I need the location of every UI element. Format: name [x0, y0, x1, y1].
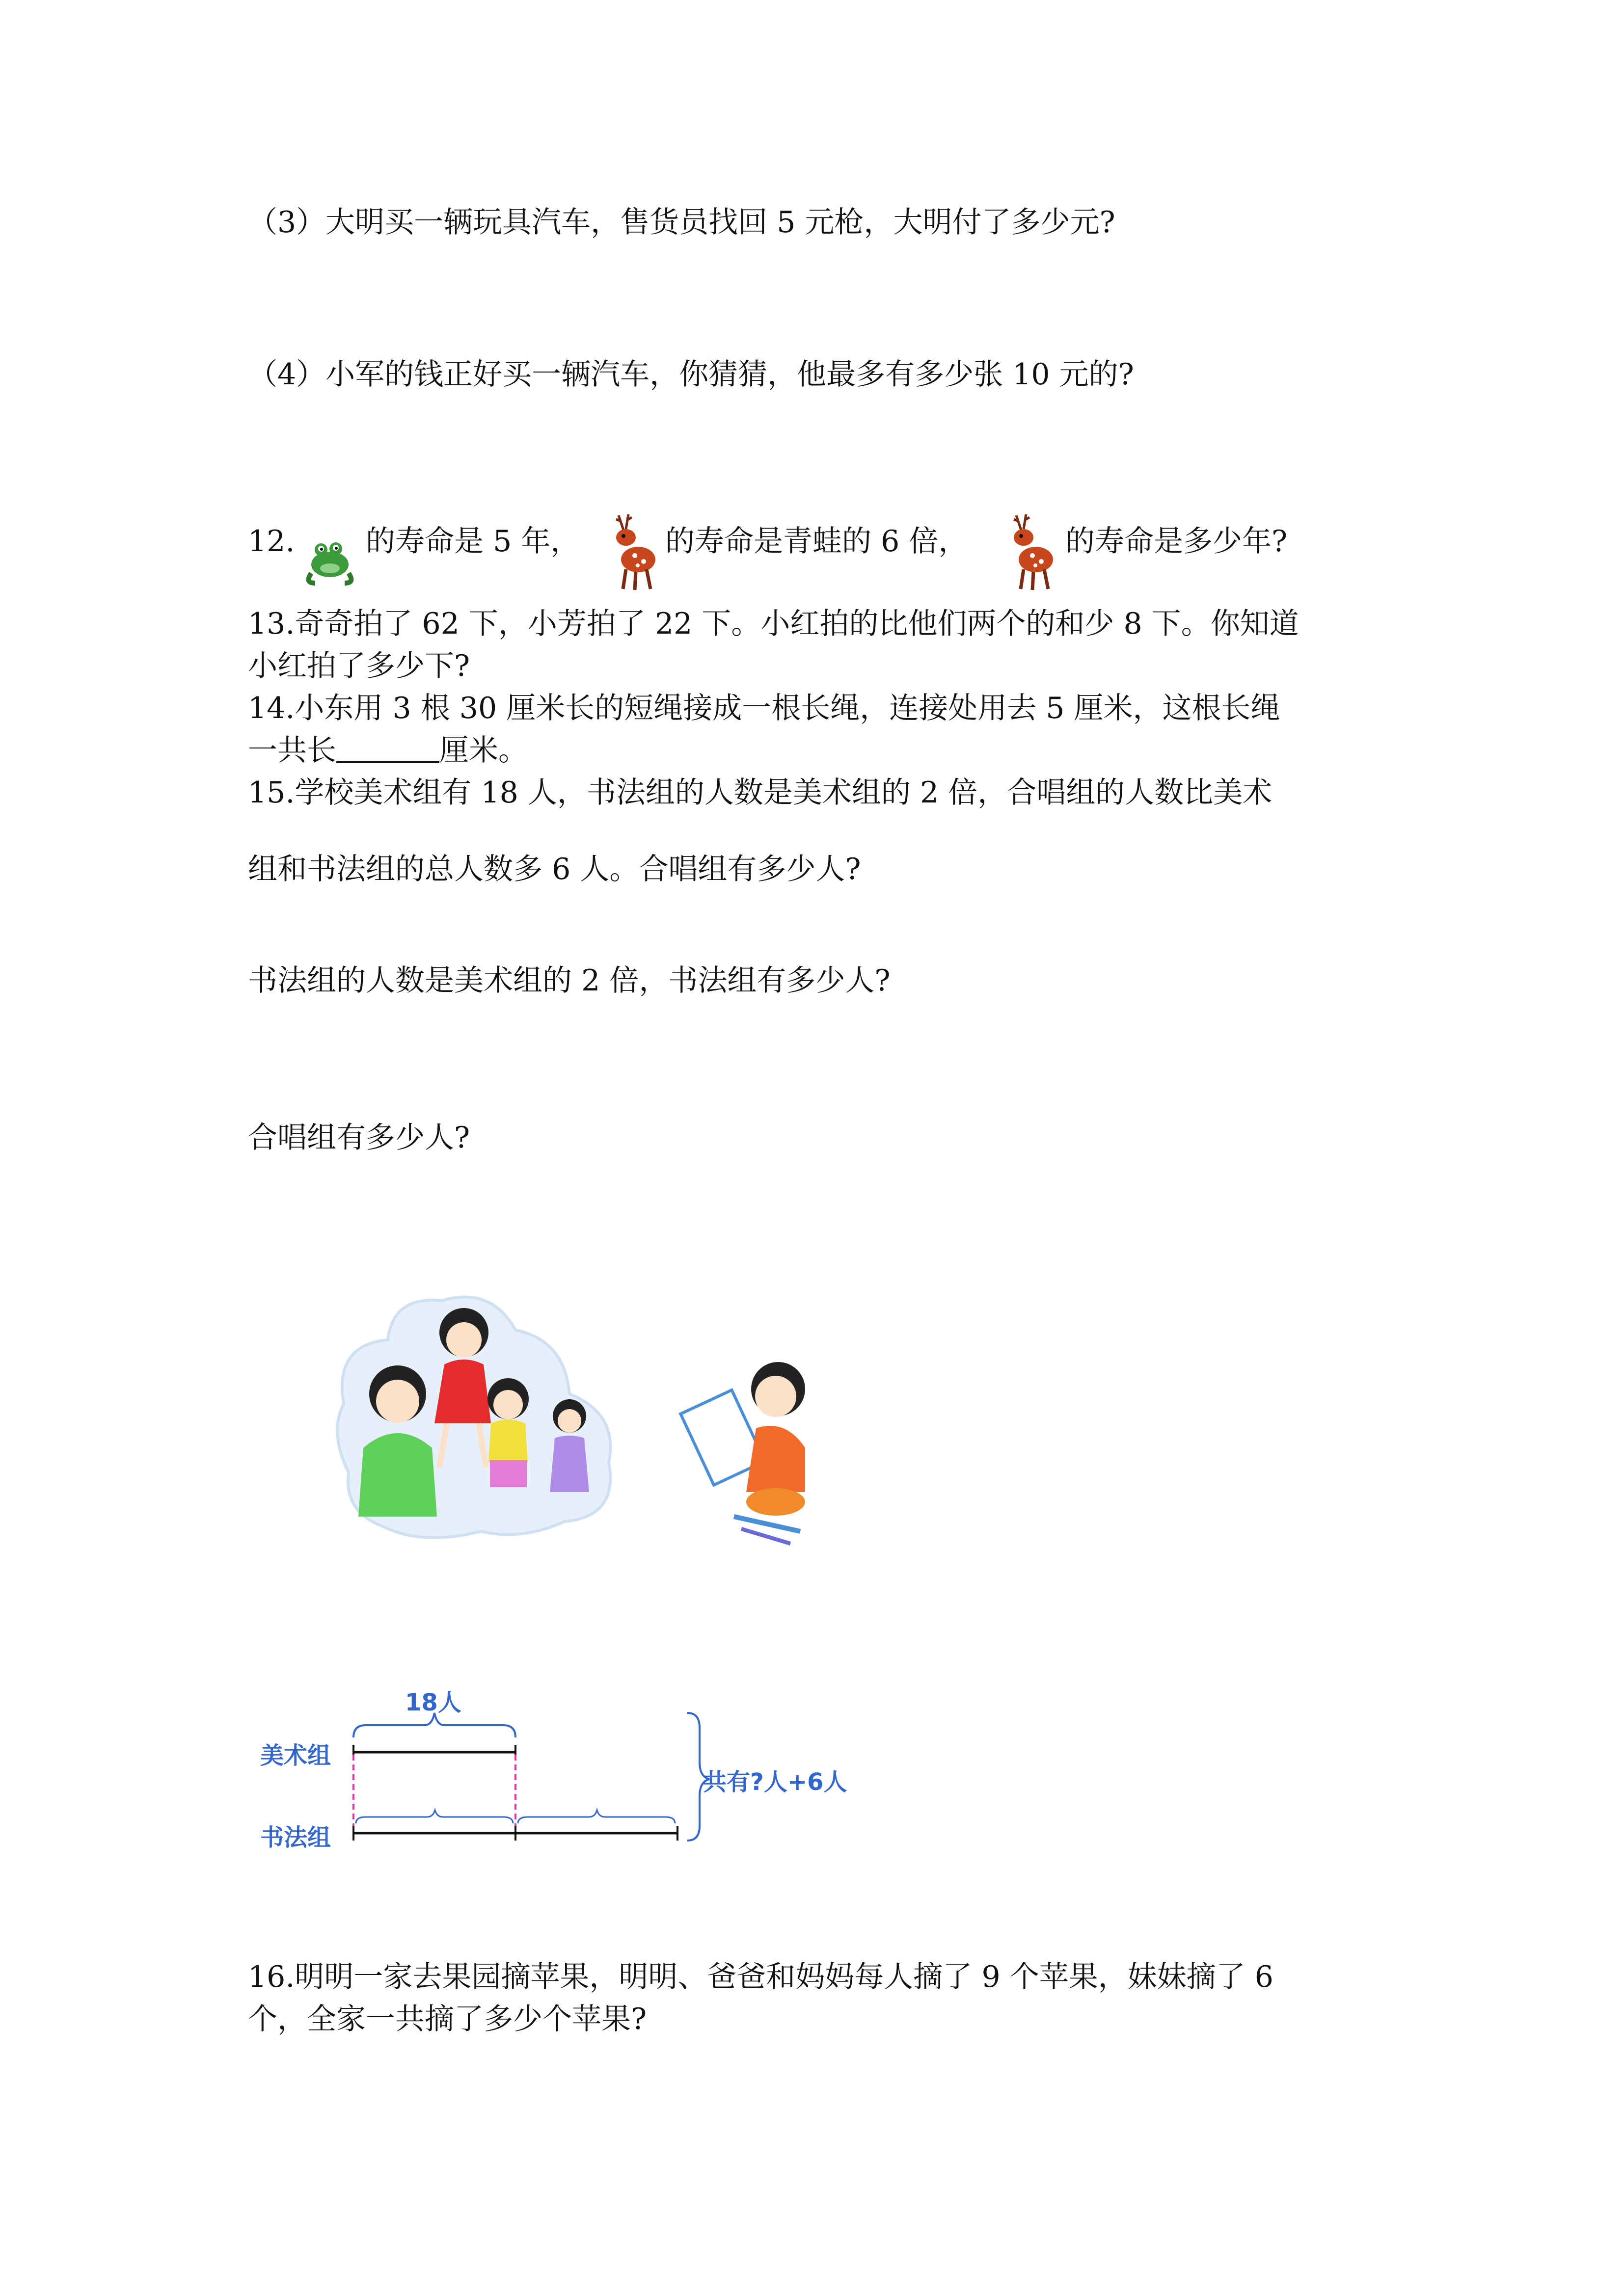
q12-text-1: 的寿命是 5 年，: [366, 524, 580, 559]
q11-part3: （3）大明买一辆玩具汽车，售货员找回 5 元枪，大明付了多少元?: [248, 205, 1115, 240]
q11-part4: （4）小军的钱正好买一辆汽车，你猜猜，他最多有多少张 10 元的?: [248, 357, 1134, 392]
answer-blank[interactable]: [336, 732, 439, 763]
q14-line-2-pre: 一共长: [248, 733, 336, 768]
diagram-total-label: 共有?人+6人: [703, 1768, 847, 1796]
q14-line-2: [248, 729, 528, 772]
diagram-row-label-calligraphy: 书法组: [260, 1824, 331, 1851]
q12-text-2: 的寿命是青蛙的 6 倍，: [665, 524, 968, 559]
q16-line-2: 个，全家一共摘了多少个苹果?: [248, 2002, 647, 2036]
q14-line-2-post: 厘米。: [439, 733, 528, 768]
q15-subquestion-2: 合唱组有多少人?: [248, 1121, 470, 1155]
line-segment-diagram: [255, 1683, 893, 1870]
q13-line-1: 13.奇奇拍了 62 下，小芳拍了 22 下。小红拍的比他们两个的和少 8 下。你知道: [248, 607, 1299, 641]
frog-icon: [300, 534, 359, 588]
q13-line-2: 小红拍了多少下?: [248, 649, 470, 683]
q15-line-1: 15.学校美术组有 18 人，书法组的人数是美术组的 2 倍，合唱组的人数比美术: [248, 775, 1272, 810]
q14-line-1: 14.小东用 3 根 30 厘米长的短绳接成一根长绳，连接处用去 5 厘米，这根长绳: [248, 691, 1280, 725]
deer-icon: [999, 510, 1060, 594]
deer-icon: [601, 510, 663, 594]
diagram-top-label: 18人: [405, 1689, 461, 1716]
q15-subquestion-1: 书法组的人数是美术组的 2 倍，书法组有多少人?: [248, 963, 891, 998]
q16-line-1: 16.明明一家去果园摘苹果，明明、爸爸和妈妈每人摘了 9 个苹果，妹妹摘了 6: [248, 1960, 1273, 1994]
q12-number: 12.: [248, 524, 295, 559]
diagram-row-label-art: 美术组: [260, 1742, 331, 1769]
children-illustration: [334, 1286, 825, 1571]
q15-line-2: 组和书法组的总人数多 6 人。合唱组有多少人?: [248, 852, 861, 886]
q12-text-3: 的寿命是多少年?: [1065, 524, 1288, 559]
